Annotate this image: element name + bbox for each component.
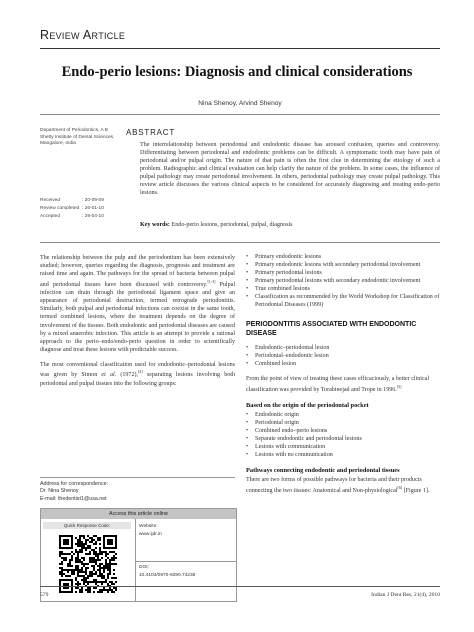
list-item: • Separate endodontic and periodontal lesions (246, 436, 443, 444)
section-tag: Review Article (40, 28, 126, 42)
access-divider (136, 561, 236, 562)
page-number: 579 (40, 592, 49, 598)
list-item: • Classification as recommended by the World Workshop for Classification of Periodontal Diseases (1999) (246, 294, 443, 310)
qr-label: Quick Response Code: (43, 522, 131, 529)
correspondence-heading: Address for correspondence: (40, 481, 109, 487)
list-item: • Lesions with communication (246, 444, 443, 452)
list-item: • Primary periodontal lesions with secondary endodontic involvement (246, 278, 443, 286)
qr-code[interactable] (59, 535, 117, 593)
date-row (40, 205, 122, 213)
left-column (40, 254, 235, 395)
right-column (246, 254, 443, 503)
doi-label: DOI: (139, 565, 149, 570)
access-box-heading: Access this article online (41, 509, 236, 519)
correspondence (40, 477, 235, 503)
correspondence-email[interactable]: E-mail: thedentist1@usa.net (40, 495, 107, 502)
list-item: • Lesions with no communication (246, 452, 443, 460)
keywords (140, 222, 440, 228)
list-item: • Combined endo–perio lesions (246, 428, 443, 436)
list-item: • Primary endodontic lesions (246, 254, 443, 262)
subsection-heading: Pathways connecting endodontic and periodontal tissues (246, 466, 400, 474)
date-value: : 20-09-09 (82, 198, 104, 203)
authors-rule (40, 114, 440, 115)
access-divider (135, 519, 136, 601)
date-label: Review completed (40, 205, 80, 211)
keywords-label: Key words: (140, 222, 170, 228)
abstract-rule (40, 242, 440, 243)
date-row (40, 197, 122, 205)
list-item: • True combined lesions (246, 286, 443, 294)
date-value: : 29-04-10 (82, 213, 104, 219)
article-title: Endo-perio lesions: Diagnosis and clinical considerations (61, 64, 413, 80)
list-item: • Endodontic origin (246, 412, 443, 420)
authors: Nina Shenoy, Arvind Shenoy (198, 100, 282, 107)
list-item: • Primary periodontal lesions (246, 270, 443, 278)
abstract-heading: ABSTRACT (126, 128, 176, 137)
journal-citation: Indian J Dent Res, 21(4), 2010 (371, 592, 440, 598)
citation-ref[interactable]: [6] (397, 485, 403, 491)
subsection-heading: Based on the origin of the periodontal pocket (246, 401, 369, 409)
citation-ref[interactable]: [1-3] (207, 278, 216, 284)
list-item: • Combined lesion (246, 361, 443, 369)
date-row (40, 213, 122, 221)
footer-rule (40, 586, 440, 587)
list-item: • Periodontal origin (246, 420, 443, 428)
doi-link[interactable]: 10.4103/0970-9290.74238 (139, 573, 196, 578)
citation-ref[interactable]: [4] (138, 369, 143, 375)
citation-ref[interactable]: [5] (396, 383, 402, 389)
date-label: Received (40, 198, 60, 203)
list-item: • Endodontic–periodontal lesion (246, 345, 443, 353)
list-item: • Primary endodontic lesions with secondary periodontal involvement (246, 262, 443, 270)
list-item: • Periodontal–endodontic lesion (246, 353, 443, 361)
date-value: : 26-01-10 (82, 205, 104, 211)
access-box (40, 508, 237, 602)
correspondence-name: Dr. Nina Shenoy (40, 488, 79, 495)
treatment-paragraph: From the point of view of treating these cases efficaciously, a better clinical classification was provided by Torabinejad and Trope in 1996.[5] (246, 375, 430, 393)
website-link[interactable]: www.ijdr.in (139, 532, 162, 537)
abstract-text: The interrelationship between periodontal and endodontic disease has aroused confusion, queries and controversy. Differentiating between periodontal and endodontic problems can be difficult. A symptomatic tooth may have pain of periodontal and/or pulpal origin. The nature of that pain is often the first clue in determining the etiology of such a problem. Radiographic and clinical evaluation can help clarify the nature of the problem. In some cases, the influence of pulpal pathology may create periodontal involvement. In others, periodontal pathology may create pulpal pathology. This review article discusses the various clinical aspects to be considered for accurately diagnosing and treating endo-perio lesions. (140, 142, 440, 196)
intro-paragraph: The relationship between the pulp and the periodontium has been extensively studied; however, queries regarding the diagnosis, prognosis and treatment are raised time and again. The pathways for the spread of bacteria between pulpal and periodontal tissues have been discussed with controversy.[1-3] Pulpal infection can drain through the periodontal ligament space and give an appearance of periodontal destruction, termed retrograde periodontitis. Similarly, both pulpal and periodontal infections can coexist in the same tooth, termed combined lesions, where the treatment depends on the degree of involvement of the tissues. Both endodontic and periodontal diseases are caused by a mixed anaerobic infection. This article is an attempt to provide a rational approach to the perio–endo/endo-perio question in order to scientifically diagnose and treat these lesions with predictable success. (40, 255, 235, 354)
website-label: Website: (139, 524, 158, 529)
date-label: Accepted (40, 213, 61, 219)
qr-code-icon (59, 535, 117, 593)
keywords-text: Endo-perio lesions, periodontal, pulpal, diagnosis (171, 222, 293, 228)
simon-classification-list (246, 254, 443, 310)
article-dates (40, 197, 122, 221)
affiliation: Department of Periodontics, A B Shetty Institute of Dental Sciences, Mangalore, India (40, 128, 115, 147)
header-rule (40, 48, 440, 49)
classification-paragraph: The most conventional classification used for endodontic–periodontal lesions was given by Simon et al. (1972),[4] separating lesions involving both periodontal and pulpal tissues into the following groups: (40, 362, 235, 387)
origin-list (246, 412, 443, 460)
pathways-paragraph: There are two forms of possible pathways for bacteria and their products connecting the two tissues: Anatomical and Non-physiological[6] [Figure 1]. (246, 477, 430, 495)
section-heading: PERIODONTITIS ASSOCIATED WITH ENDODONTIC DISEASE (246, 320, 417, 338)
workshop-list (246, 345, 443, 369)
